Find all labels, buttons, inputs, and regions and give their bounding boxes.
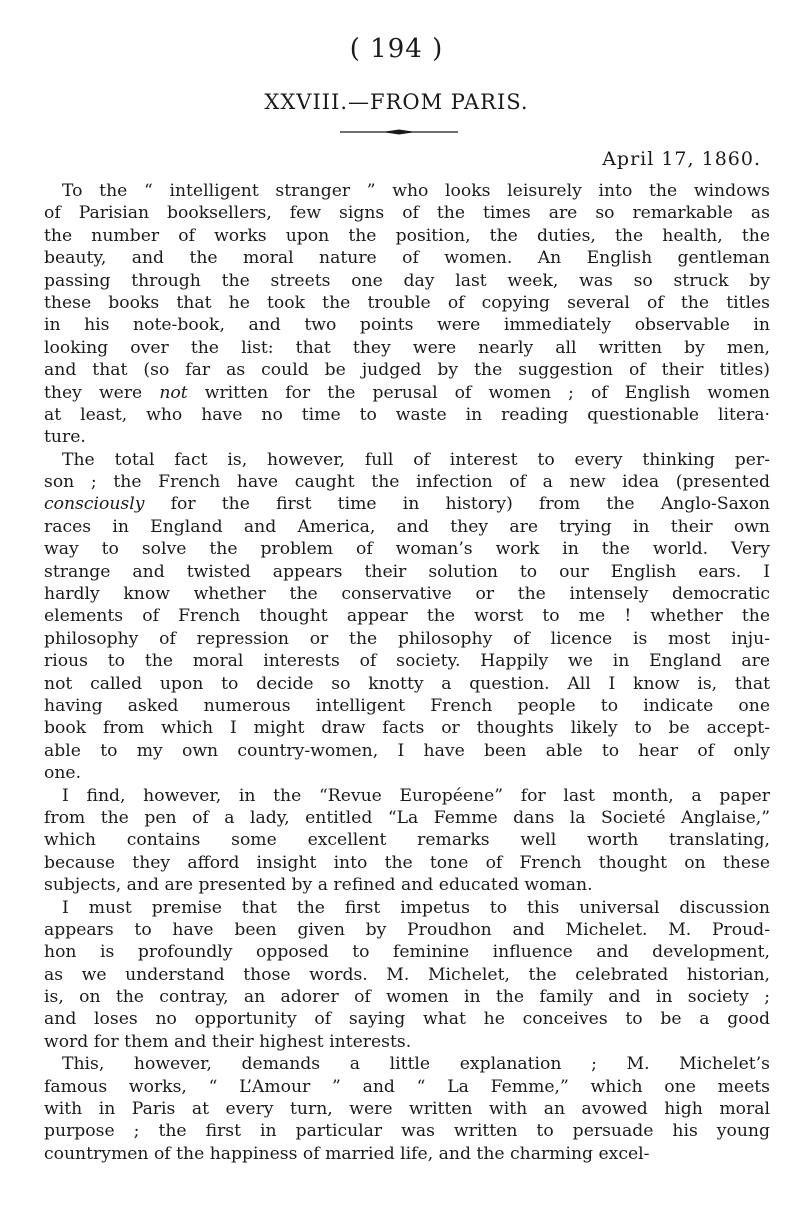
text-line: way to solve the problem of woman’s work in the world. Very: [44, 539, 770, 560]
text-line: subjects, and are presented by a refined and educated woman.: [44, 875, 593, 896]
page-number: ( 194 ): [349, 34, 444, 64]
text-line: which contains some excellent remarks well worth translating,: [44, 830, 770, 851]
text-line: To the “ intelligent stranger ” who looks leisurely into the windows: [62, 181, 770, 201]
text-line: these books that he took the trouble of copying several of the titles: [44, 292, 770, 313]
text-line: with in Paris at every turn, were written with an avowed high moral: [44, 1099, 770, 1120]
text-line: and loses no opportunity of saying what he conceives to be a good: [44, 1009, 770, 1030]
text-line: appears to have been given by Proudhon and Michelet. M. Proud-: [44, 919, 770, 940]
text-line: I must premise that the first impetus to this universal discussion: [62, 897, 770, 918]
text-line: son ; the French have caught the infection of a new idea (presented: [44, 472, 770, 493]
text-line: of Parisian booksellers, few signs of the times are so remarkable as: [44, 203, 770, 224]
text-line: at least, who have no time to waste in reading questionable litera·: [44, 404, 770, 425]
text-line: consciously for the first time in history) from the Anglo-Saxon: [44, 494, 770, 515]
text-line: looking over the list: that they were nearly all written by men,: [44, 337, 770, 358]
text-line: as we understand those words. M. Michelet, the celebrated historian,: [44, 964, 770, 985]
text-line: is, on the contray, an adorer of women in the family and in society ;: [44, 987, 770, 1008]
text-line: passing through the streets one day last week, was so struck by: [44, 270, 770, 291]
text-line: races in England and America, and they are trying in their own: [44, 516, 770, 537]
dateline: April 17, 1860.: [602, 148, 761, 170]
text-line: one.: [44, 763, 82, 784]
text-line: This, however, demands a little explanation ; M. Michelet’s: [62, 1054, 770, 1075]
text-line: The total fact is, however, full of interest to every thinking per-: [62, 449, 770, 470]
text-line: rious to the moral interests of society. Happily we in England are: [44, 651, 770, 672]
text-line: not called upon to decide so knotty a question. All I know is, that: [44, 673, 770, 694]
ornamental-rule: [340, 128, 458, 136]
text-line: book from which I might draw facts or thoughts likely to be accept-: [44, 718, 770, 739]
text-line: able to my own country-women, I have been able to hear of only: [44, 740, 770, 761]
text-line: strange and twisted appears their solution to our English ears. I: [44, 561, 770, 582]
text-line: ture.: [44, 427, 86, 448]
text-line: philosophy of repression or the philosophy of licence is most inju-: [44, 628, 770, 649]
text-line: beauty, and the moral nature of women. An English gentleman: [44, 248, 770, 269]
text-line: elements of French thought appear the worst to me ! whether the: [44, 606, 770, 627]
text-line: and that (so far as could be judged by the suggestion of their titles): [44, 360, 770, 381]
text-line: the number of works upon the position, the duties, the health, the: [44, 225, 770, 246]
article-body: [44, 180, 770, 1165]
text-line: famous works, “ L’Amour ” and “ La Femme,” which one meets: [44, 1076, 770, 1097]
text-line: in his note-book, and two points were immediately observable in: [44, 315, 770, 336]
text-line: having asked numerous intelligent French people to indicate one: [44, 695, 770, 716]
text-line: countrymen of the happiness of married life, and the charming excel-: [44, 1143, 650, 1164]
text-line: I find, however, in the “Revue Européene” for last month, a paper: [62, 785, 770, 806]
text-line: because they afford insight into the tone of French thought on these: [44, 852, 770, 873]
text-line: hon is profoundly opposed to feminine influence and development,: [44, 942, 770, 963]
chapter-title: XXVIII.—FROM PARIS.: [264, 90, 529, 114]
text-line: purpose ; the first in particular was written to persuade his young: [44, 1121, 770, 1142]
text-line: they were not written for the perusal of women ; of English women: [44, 382, 770, 403]
text-line: hardly know whether the conservative or the intensely democratic: [44, 584, 770, 605]
text-line: word for them and their highest interests.: [44, 1031, 412, 1052]
text-line: from the pen of a lady, entitled “La Femme dans la Societé Anglaise,”: [44, 807, 770, 828]
